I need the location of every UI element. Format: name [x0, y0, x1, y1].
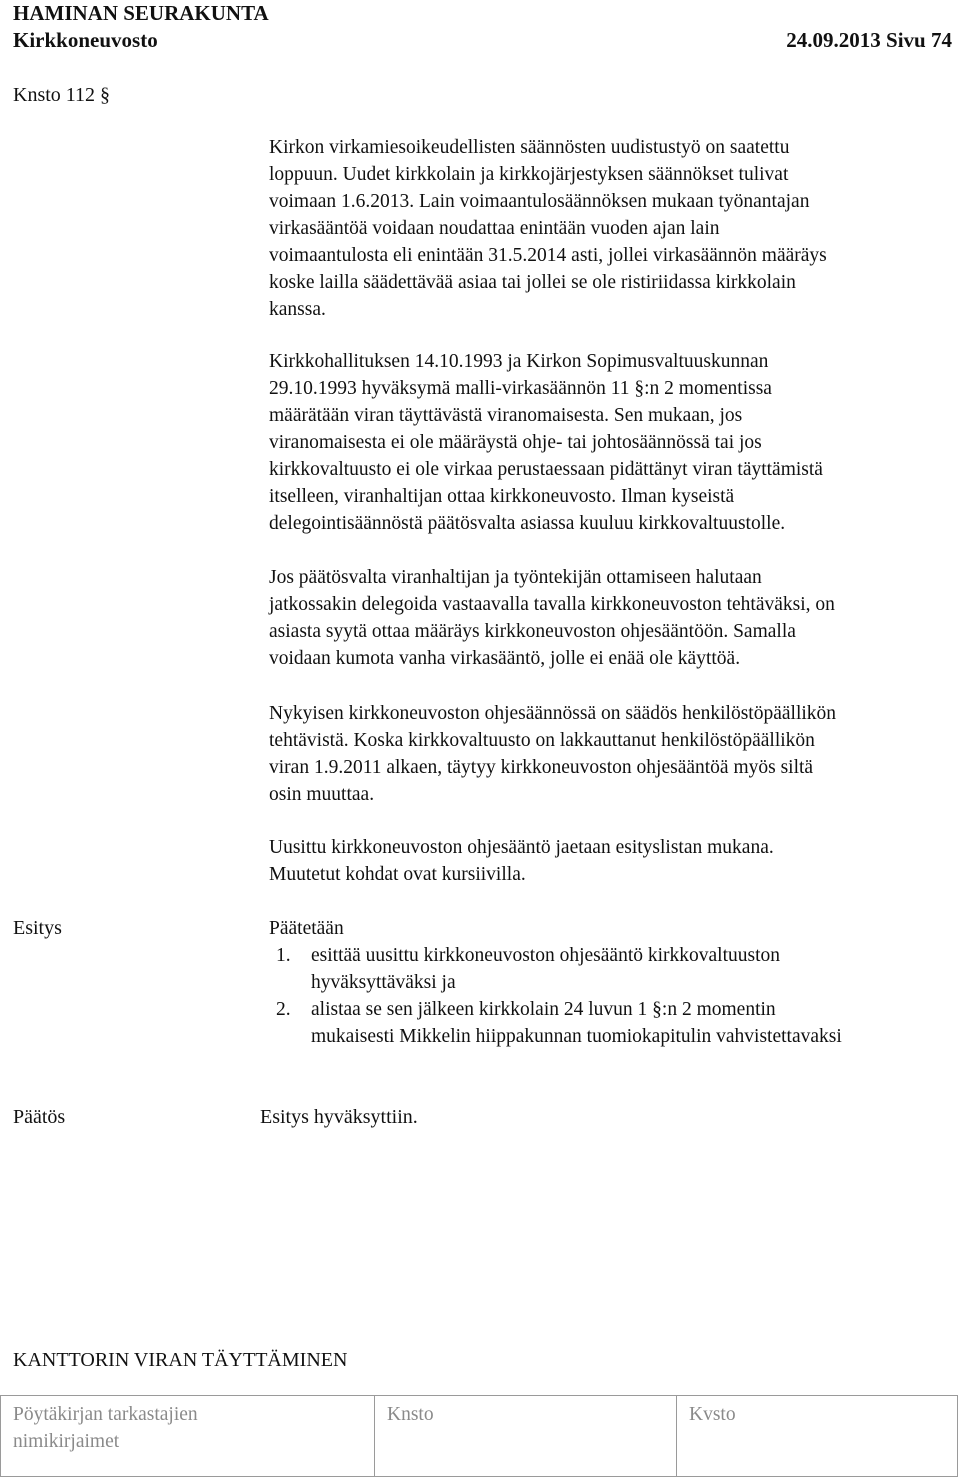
list-item-number: 1. [276, 945, 291, 966]
text-line: koske lailla säädettävää asiaa tai jollei se ole ristiriidassa kirkkolain [269, 272, 796, 293]
date-page-number: 24.09.2013 Sivu 74 [786, 28, 952, 52]
list-item-number: 2. [276, 999, 291, 1020]
text-line: hyväksyttäväksi ja [311, 972, 456, 993]
text-line: tehtävistä. Koska kirkkovaltuusto on lakkauttanut henkilöstöpäällikön [269, 730, 815, 751]
list-item [269, 996, 949, 1050]
decision-label: Päätös [13, 1106, 66, 1128]
section-reference: Knsto 112 § [13, 84, 111, 106]
footer-kvsto-label: Kvsto [689, 1404, 736, 1425]
proposal-label: Esitys [13, 917, 62, 939]
footer-reviewers-label: Pöytäkirjan tarkastajien [13, 1404, 198, 1425]
text-line: virkasääntöä voidaan noudattaa enintään vuoden ajan lain [269, 218, 720, 239]
footer-initials-label: nimikirjaimet [13, 1431, 120, 1452]
proposal-list [269, 942, 949, 1050]
text-line: kanssa. [269, 299, 326, 320]
text-line: 29.10.1993 hyväksymä malli-virkasäännön 11 §:n 2 momentissa [269, 378, 772, 399]
paragraph-3 [269, 564, 949, 672]
footer-knsto-label: Knsto [387, 1404, 434, 1425]
footer-cell-kvsto [677, 1396, 957, 1476]
signature-footer [0, 1395, 958, 1477]
paragraph-5 [269, 834, 949, 888]
text-line: kirkkovaltuusto ei ole virkaa perustaessaan pidättänyt viran täyttämistä [269, 459, 823, 480]
text-line: Muutetut kohdat ovat kursiivilla. [269, 864, 526, 885]
text-line: voidaan kumota vanha virkasääntö, jolle ei enää ole käyttöä. [269, 648, 741, 669]
text-line: Kirkkohallituksen 14.10.1993 ja Kirkon Sopimusvaltuuskunnan [269, 351, 769, 372]
text-line: voimaantulosta eli enintään 31.5.2014 asti, jollei virkasäännön määräys [269, 245, 827, 266]
footer-cell-knsto [375, 1396, 677, 1476]
text-line: viran 1.9.2011 alkaen, täytyy kirkkoneuvoston ohjesääntöä myös siltä [269, 757, 814, 778]
text-line: Nykyisen kirkkoneuvoston ohjesäännössä on säädös henkilöstöpäällikön [269, 703, 837, 724]
text-line: loppuun. Uudet kirkkolain ja kirkkojärjestyksen säännökset tulivat [269, 164, 789, 185]
proposal-intro: Päätetään [269, 918, 344, 939]
organization-name: HAMINAN SEURAKUNTA [13, 1, 269, 25]
text-line: määrätään viran täyttävästä viranomaisesta. Sen mukaan, jos [269, 405, 743, 426]
footer-cell-reviewers [1, 1396, 375, 1476]
text-line: osin muuttaa. [269, 784, 375, 805]
text-line: Jos päätösvalta viranhaltijan ja työntekijän ottamiseen halutaan [269, 567, 762, 588]
text-line: alistaa se sen jälkeen kirkkolain 24 luvun 1 §:n 2 momentin [311, 999, 776, 1020]
text-line: voimaan 1.6.2013. Lain voimaantulosäännöksen mukaan työnantajan [269, 191, 810, 212]
text-line: mukaisesti Mikkelin hiippakunnan tuomiokapitulin vahvistettavaksi [311, 1026, 842, 1047]
paragraph-1 [269, 134, 949, 323]
next-section-title: KANTTORIN VIRAN TÄYTTÄMINEN [13, 1349, 348, 1371]
text-line: Kirkon virkamiesoikeudellisten säännösten uudistustyö on saatettu [269, 137, 790, 158]
text-line: jatkossakin delegoida vastaavalla tavalla kirkkoneuvoston tehtäväksi, on [269, 594, 835, 615]
paragraph-2 [269, 348, 949, 537]
text-line: delegointisäännöstä päätösvalta asiassa kuuluu kirkkovaltuustolle. [269, 513, 786, 534]
body-name: Kirkkoneuvosto [13, 28, 158, 52]
text-line: Uusittu kirkkoneuvoston ohjesääntö jaetaan esityslistan mukana. [269, 837, 774, 858]
proposal-body [269, 915, 949, 1050]
text-line: esittää uusittu kirkkoneuvoston ohjesääntö kirkkovaltuuston [311, 945, 781, 966]
text-line: asiasta syytä ottaa määräys kirkkoneuvoston ohjesääntöön. Samalla [269, 621, 796, 642]
text-line: viranomaisesta ei ole määräystä ohje- tai johtosäännössä tai jos [269, 432, 762, 453]
text-line: itselleen, viranhaltijan ottaa kirkkoneuvosto. Ilman kyseistä [269, 486, 735, 507]
list-item [269, 942, 949, 996]
decision-text: Esitys hyväksyttiin. [260, 1106, 418, 1128]
paragraph-4 [269, 700, 949, 808]
